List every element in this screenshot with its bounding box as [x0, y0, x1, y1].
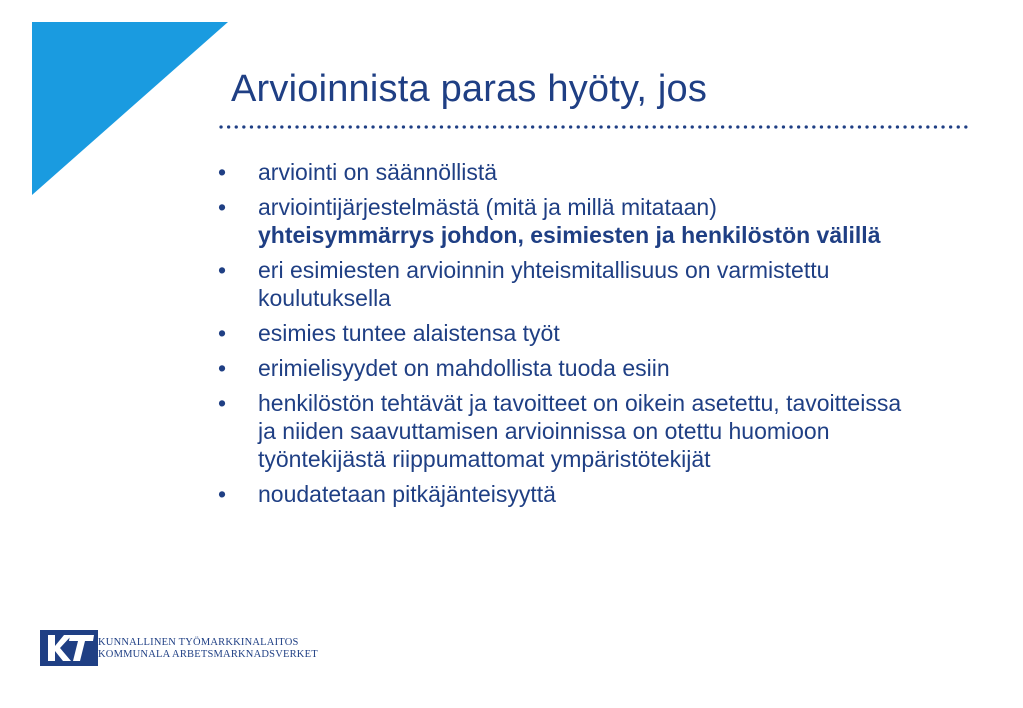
bullet-item [218, 193, 908, 249]
corner-decoration [0, 0, 240, 200]
org-name-swedish: KOMMUNALA ARBETSMARKNADSVERKET [98, 649, 318, 660]
slide-title: Arvioinnista paras hyöty, jos [231, 68, 708, 110]
bullet-dot: • [218, 257, 227, 283]
bullet-dot: • [218, 481, 227, 507]
dotted-divider [218, 124, 974, 130]
bullet-text: erimielisyydet on mahdollista tuoda esiin [258, 355, 670, 381]
bullet-dot: • [218, 159, 227, 185]
bullet-item [218, 256, 908, 312]
kt-logo-icon [40, 630, 98, 666]
bullet-item [218, 480, 908, 508]
bullet-list [218, 158, 908, 515]
footer-org-name [98, 637, 318, 661]
bullet-item [218, 158, 908, 186]
org-name-finnish: KUNNALLINEN TYÖMARKKINALAITOS [98, 637, 299, 648]
bullet-dot: • [218, 355, 227, 381]
bullet-text: henkilöstön tehtävät ja tavoitteet on oikein asetettu, tavoitteissa ja niiden saavuttamisen arvioinnissa on otettu huomioon työntekijästä riippumattomat ympäristötekijät [258, 390, 902, 472]
bullet-text: arviointi on säännöllistä [258, 159, 498, 185]
bullet-text: noudatetaan pitkäjänteisyyttä [258, 481, 556, 507]
bullet-dot: • [218, 320, 227, 346]
bullet-item [218, 354, 908, 382]
bullet-item [218, 319, 908, 347]
bullet-text: arviointijärjestelmästä (mitä ja millä mitataan) [258, 194, 717, 220]
bullet-item [218, 389, 908, 473]
bullet-dot: • [218, 390, 227, 416]
bullet-bold-text: yhteisymmärrys johdon, esimiesten ja henkilöstön välillä [258, 222, 881, 248]
bullet-text: eri esimiesten arvioinnin yhteismitallisuus on varmistettu koulutuksella [258, 257, 830, 311]
bullet-dot: • [218, 194, 227, 220]
bullet-text: esimies tuntee alaistensa työt [258, 320, 560, 346]
